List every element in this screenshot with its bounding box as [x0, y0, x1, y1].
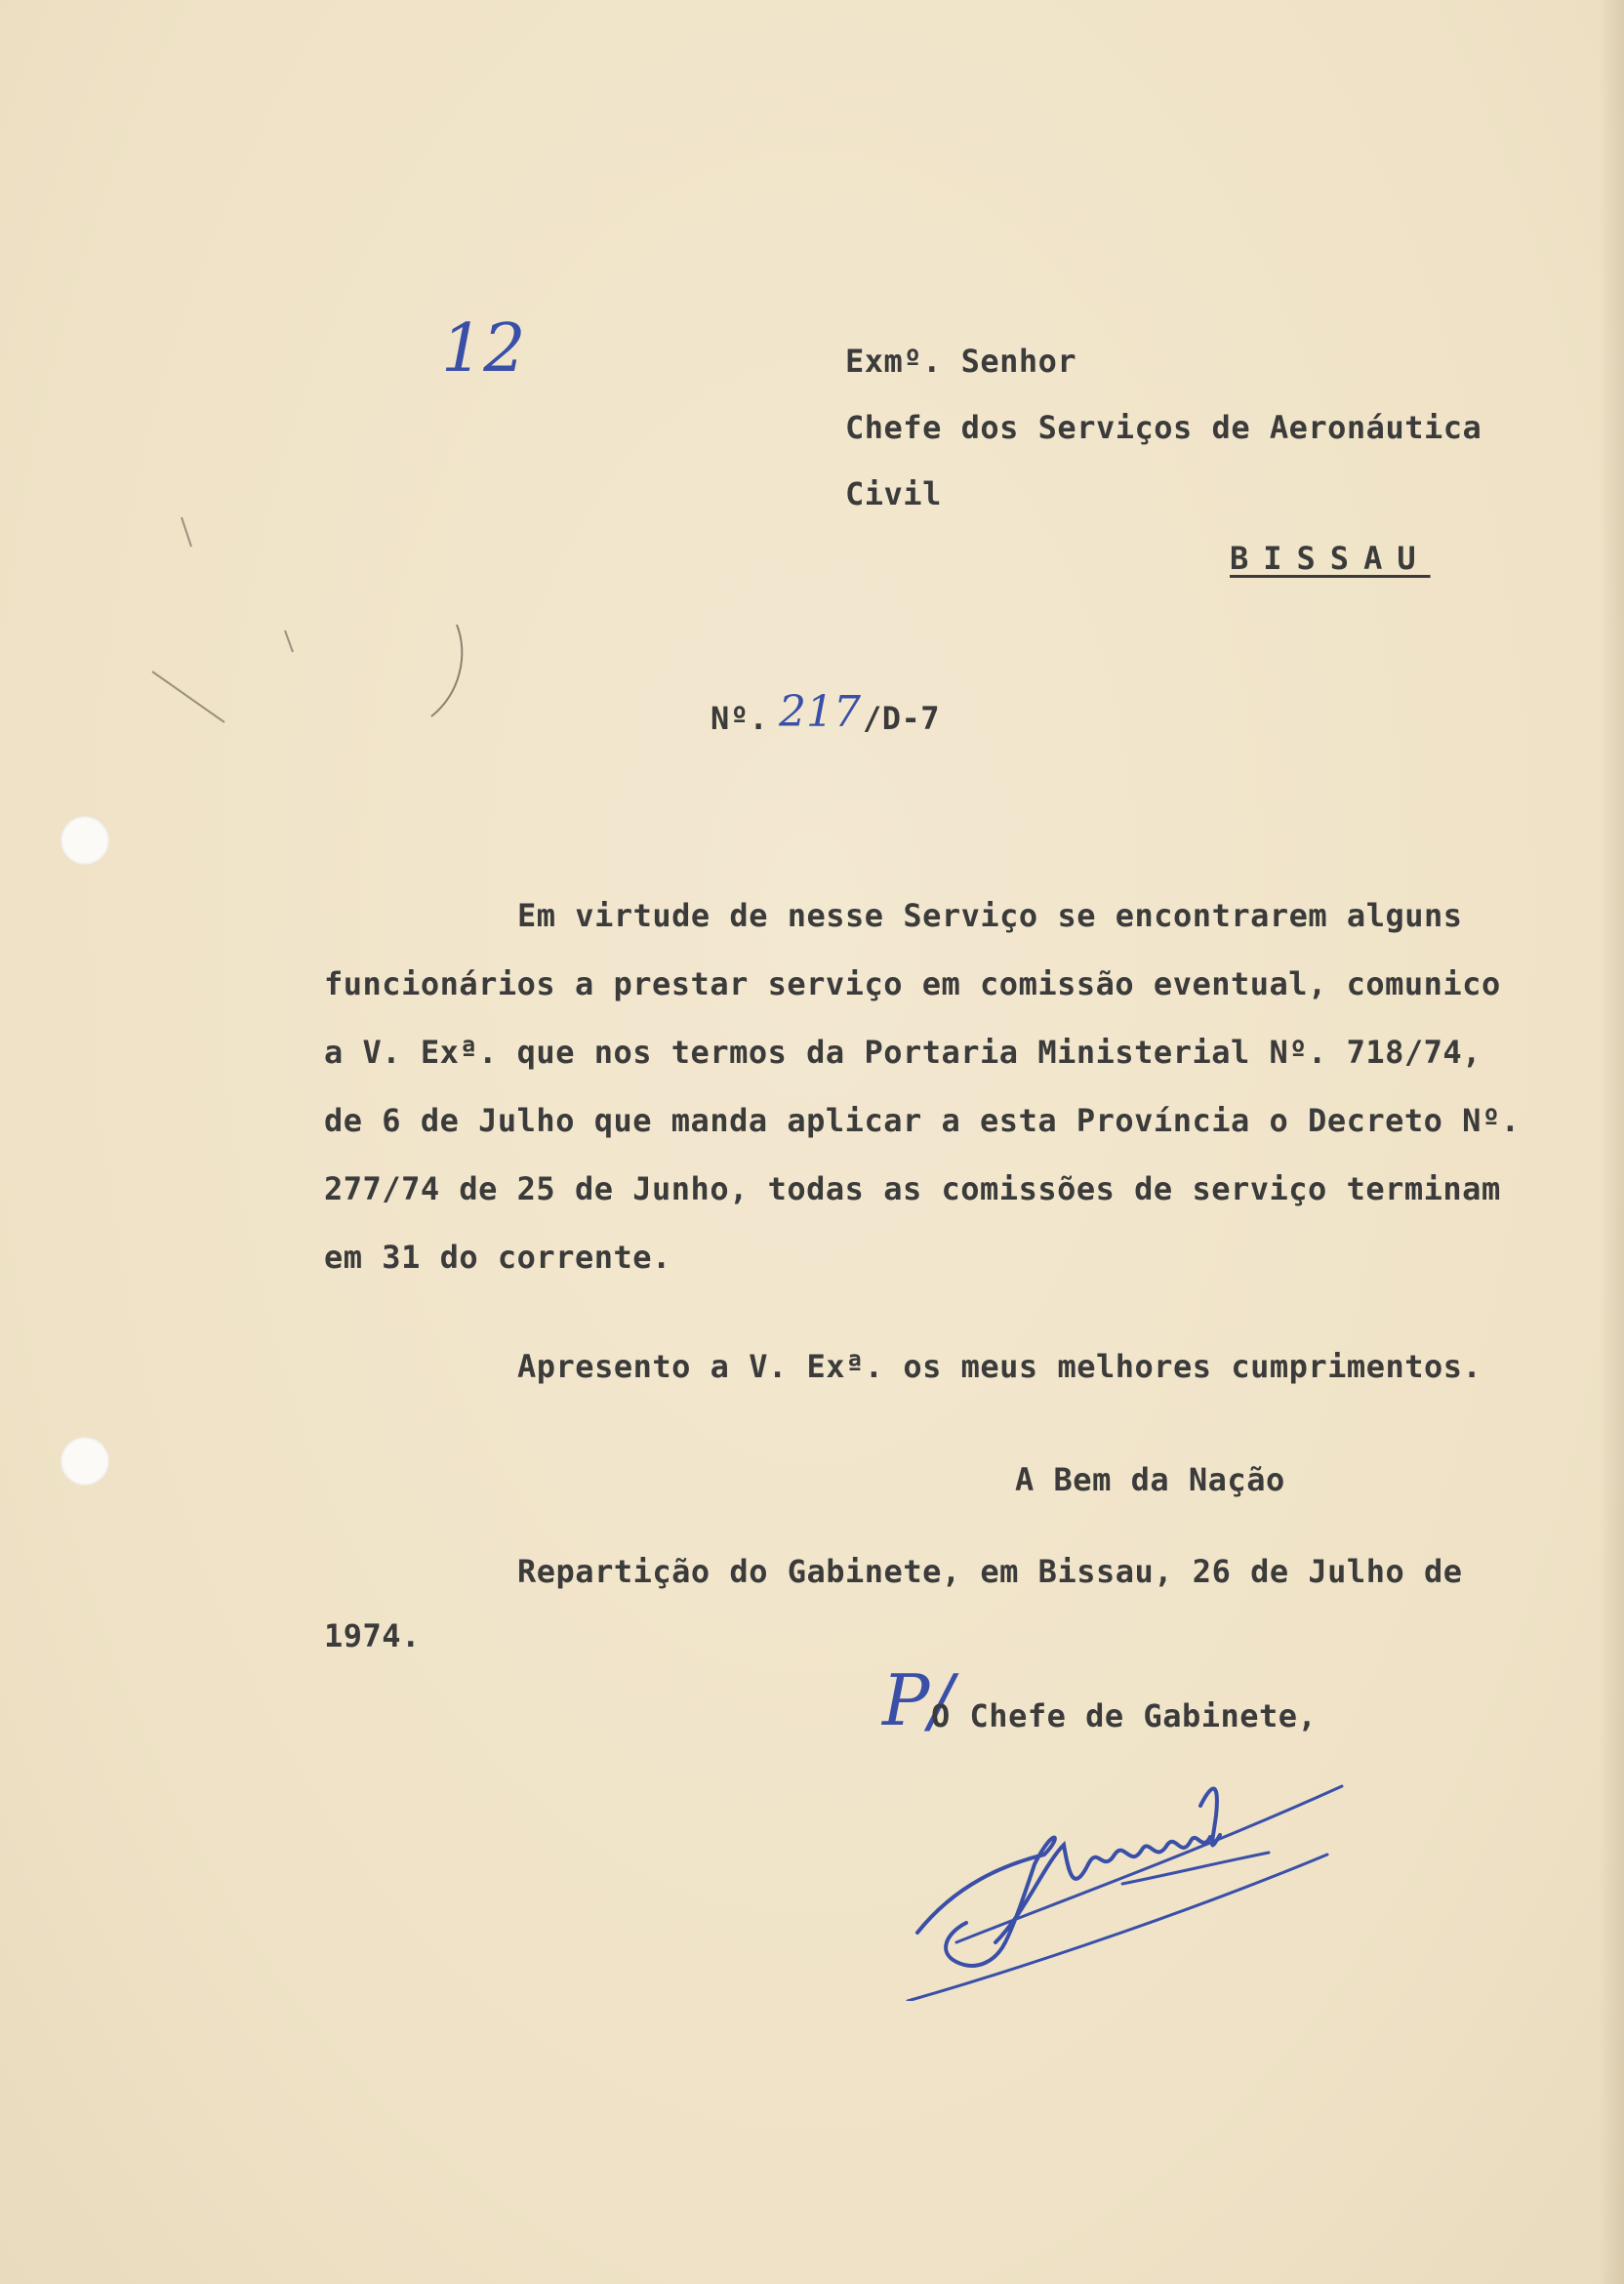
stray-pencil-marks [146, 508, 537, 742]
body-line-5: 277/74 de 25 de Junho, todas as comissões de serviço terminam [324, 1170, 1501, 1207]
punch-hole-lower [61, 1437, 109, 1486]
reference-prefix: Nº. [710, 700, 769, 737]
body-line-1: Em virtude de nesse Serviço se encontrarem alguns [517, 897, 1463, 934]
page-edge-shadow [1599, 0, 1624, 2284]
body-line-2: funcionários a prestar serviço em comissão eventual, comunico [324, 965, 1501, 1002]
recipient-salutation: Exmº. Senhor [845, 343, 1077, 380]
margin-note: 12 [441, 310, 526, 387]
motto: A Bem da Nação [1015, 1461, 1285, 1498]
place-date-line2: 1974. [324, 1617, 421, 1654]
pp-mark: P/ [882, 1659, 954, 1741]
handwritten-signature [898, 1747, 1357, 2001]
recipient-title-line2: Civil [845, 475, 942, 512]
punch-hole-upper [61, 816, 109, 865]
closing-line: Apresento a V. Exª. os meus melhores cumprimentos. [517, 1348, 1482, 1385]
reference-suffix: /D-7 [863, 700, 941, 737]
place-date-line1: Repartição do Gabinete, em Bissau, 26 de Julho de [517, 1553, 1463, 1590]
signatory-role: O Chefe de Gabinete, [931, 1697, 1318, 1734]
reference-number: 217 [779, 687, 861, 737]
recipient-city: BISSAU [1230, 540, 1431, 577]
body-line-3: a V. Exª. que nos termos da Portaria Ministerial Nº. 718/74, [324, 1034, 1482, 1071]
body-line-4: de 6 de Julho que manda aplicar a esta Província o Decreto Nº. [324, 1102, 1521, 1139]
recipient-title-line1: Chefe dos Serviços de Aeronáutica [845, 409, 1482, 446]
body-line-6: em 31 do corrente. [324, 1239, 671, 1276]
